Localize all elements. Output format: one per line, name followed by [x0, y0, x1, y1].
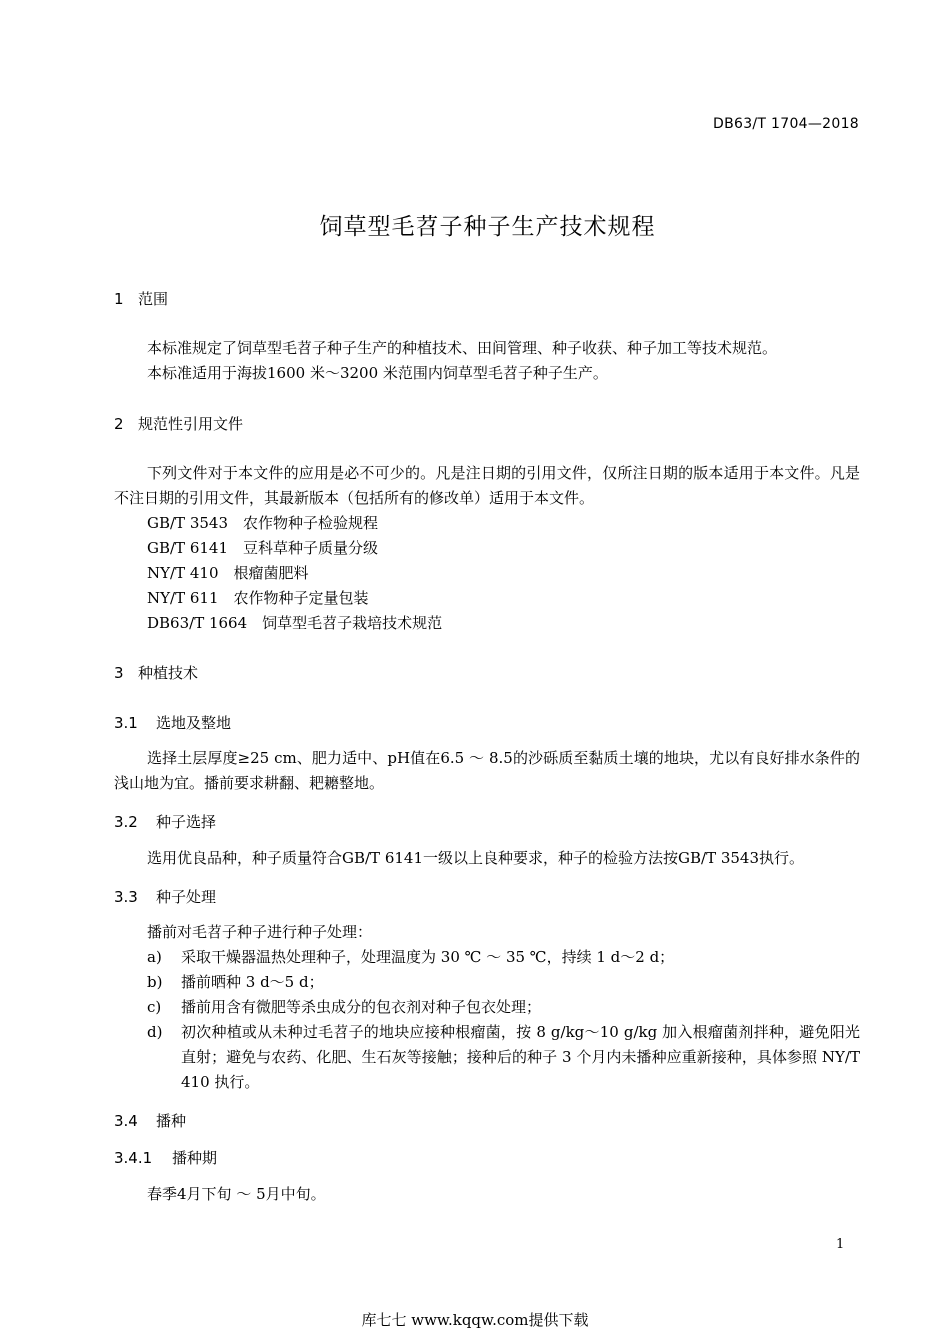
- subsection-3-3-heading: [114, 886, 216, 907]
- section-number: 3.4: [114, 1112, 138, 1130]
- section-title: 范围: [138, 290, 169, 308]
- section-number: 1: [114, 290, 124, 308]
- section-number: 3.4.1: [114, 1149, 153, 1167]
- document-code: DB63/T 1704—2018: [713, 116, 859, 132]
- list-text: 初次种植或从未种过毛苕子的地块应接种根瘤菌，按 8 g/kg～10 g/kg 加入根瘤菌剂拌种，避免阳光直射；避免与农药、化肥、生石灰等接触；接种后的种子 3 个月内未播种应重新接种，具体参照 NY/T 410 执行。: [181, 1023, 860, 1091]
- list-marker: d): [147, 1023, 163, 1041]
- list-marker: c): [147, 998, 162, 1016]
- subsection-3-4-1-heading: [114, 1147, 217, 1168]
- paragraph: 本标准适用于海拔1600 米～3200 米范围内饲草型毛苕子种子生产。: [147, 364, 608, 382]
- section-3-heading: [114, 662, 198, 683]
- subsection-3-2-heading: [114, 811, 216, 832]
- reference-item: NY/T 410 根瘤菌肥料: [147, 564, 309, 582]
- subsection-3-4-heading: [114, 1110, 186, 1131]
- section-number: 3.3: [114, 888, 138, 906]
- section-2-heading: [114, 413, 243, 434]
- section-number: 3.2: [114, 813, 138, 831]
- page-number: 1: [836, 1237, 845, 1252]
- document-title: 饲草型毛苕子种子生产技术规程: [319, 214, 656, 240]
- section-title: 规范性引用文件: [138, 415, 244, 433]
- paragraph: 下列文件对于本文件的应用是必不可少的。凡是注日期的引用文件，仅所注日期的版本适用于本文件。凡是不注日期的引用文件，其最新版本（包括所有的修改单）适用于本文件。: [114, 464, 860, 507]
- section-title: 选地及整地: [156, 714, 232, 732]
- download-footer: 库七七 www.kqqw.com提供下载: [361, 1311, 589, 1329]
- reference-item: GB/T 6141 豆科草种子质量分级: [147, 539, 379, 557]
- section-number: 3.1: [114, 714, 138, 732]
- list-text: 播前晒种 3 d～5 d；: [181, 973, 324, 991]
- list-marker: b): [147, 973, 163, 991]
- list-marker: a): [147, 948, 162, 966]
- reference-item: GB/T 3543 农作物种子检验规程: [147, 514, 379, 532]
- list-text: 采取干燥器温热处理种子，处理温度为 30 ℃ ～ 35 ℃，持续 1 d～2 d；: [181, 948, 675, 966]
- section-title: 播种期: [172, 1149, 218, 1167]
- paragraph: 本标准规定了饲草型毛苕子种子生产的种植技术、田间管理、种子收获、种子加工等技术规范。: [147, 339, 778, 357]
- reference-item: DB63/T 1664 饲草型毛苕子栽培技术规范: [147, 614, 443, 632]
- paragraph: 春季4月下旬 ～ 5月中旬。: [147, 1185, 326, 1203]
- paragraph: 选用优良品种，种子质量符合GB/T 6141一级以上良种要求，种子的检验方法按GB/T 3543执行。: [147, 849, 805, 867]
- section-title: 种植技术: [138, 664, 199, 682]
- section-number: 2: [114, 415, 124, 433]
- reference-item: NY/T 611 农作物种子定量包装: [147, 589, 369, 607]
- section-title: 种子处理: [156, 888, 217, 906]
- section-1-heading: [114, 288, 168, 309]
- list-text: 播前用含有微肥等杀虫成分的包衣剂对种子包衣处理；: [181, 998, 542, 1016]
- paragraph: 选择土层厚度≥25 cm、肥力适中、pH值在6.5 ～ 8.5的沙砾质至黏质土壤的地块，尤以有良好排水条件的浅山地为宜。播前要求耕翻、耙耱整地。: [114, 749, 860, 792]
- section-title: 种子选择: [156, 813, 217, 831]
- subsection-3-1-heading: [114, 712, 231, 733]
- section-title: 播种: [156, 1112, 187, 1130]
- section-number: 3: [114, 664, 124, 682]
- paragraph: 播前对毛苕子种子进行种子处理：: [147, 923, 373, 941]
